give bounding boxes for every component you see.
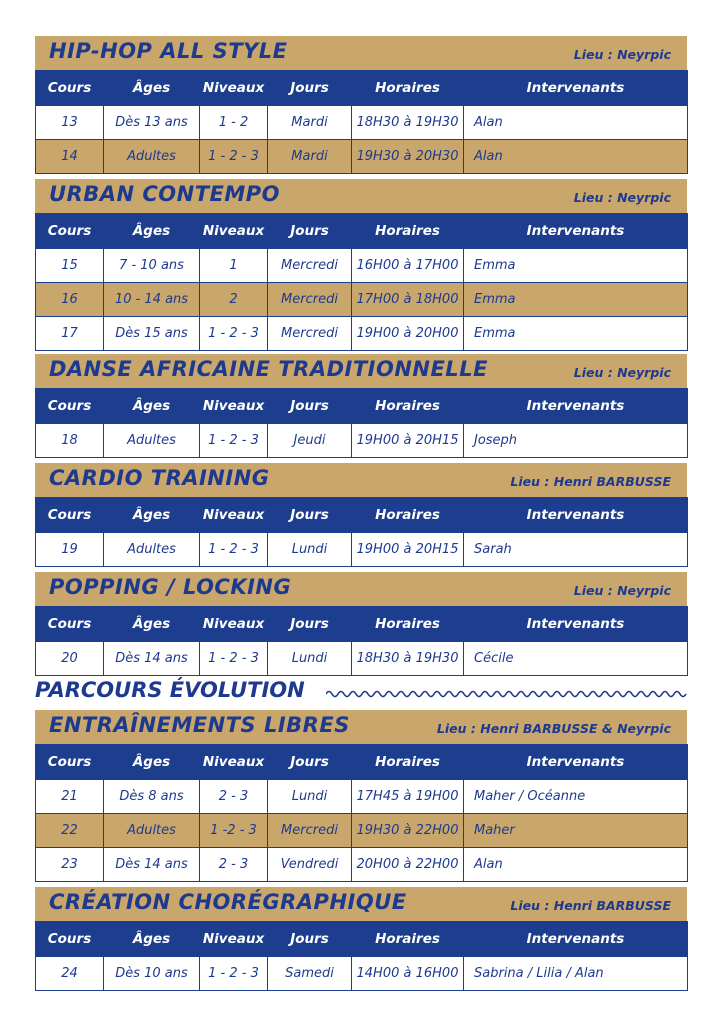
column-header: Horaires <box>352 214 464 249</box>
section-title: HIP-HOP ALL STYLE <box>49 39 288 63</box>
table-header-row <box>36 214 688 249</box>
cell-ages: Dès 13 ans <box>104 106 200 140</box>
cell-ages: Dès 14 ans <box>104 848 200 882</box>
cell-niveaux: 1 - 2 <box>200 106 268 140</box>
column-header: Âges <box>104 745 200 780</box>
column-header: Intervenants <box>464 214 688 249</box>
cell-jours: Lundi <box>268 642 352 676</box>
section-title: CARDIO TRAINING <box>49 466 270 490</box>
section-block <box>35 354 687 458</box>
table-row <box>36 424 688 458</box>
column-header: Âges <box>104 498 200 533</box>
schedule-table <box>35 921 688 991</box>
section-title-bar <box>35 179 687 213</box>
section-block <box>35 36 687 174</box>
schedule-table <box>35 70 688 174</box>
column-header: Intervenants <box>464 745 688 780</box>
section-title-bar <box>35 710 687 744</box>
column-header: Niveaux <box>200 607 268 642</box>
cell-intervenants: Maher / Océanne <box>464 780 688 814</box>
column-header: Jours <box>268 607 352 642</box>
cell-jours: Jeudi <box>268 424 352 458</box>
table-header-row <box>36 498 688 533</box>
cell-cours: 13 <box>36 106 104 140</box>
section-title: DANSE AFRICAINE TRADITIONNELLE <box>49 357 488 381</box>
cell-horaires: 19H30 à 20H30 <box>352 140 464 174</box>
column-header: Horaires <box>352 745 464 780</box>
column-header: Âges <box>104 71 200 106</box>
cell-cours: 14 <box>36 140 104 174</box>
cell-cours: 24 <box>36 957 104 991</box>
cell-horaires: 17H00 à 18H00 <box>352 283 464 317</box>
table-row <box>36 106 688 140</box>
section-location: Lieu : Neyrpic <box>573 47 671 62</box>
cell-ages: Adultes <box>104 140 200 174</box>
cell-cours: 16 <box>36 283 104 317</box>
schedule-table <box>35 213 688 351</box>
section-block <box>35 572 687 676</box>
cell-cours: 15 <box>36 249 104 283</box>
section-title-bar <box>35 354 687 388</box>
cell-ages: Dès 8 ans <box>104 780 200 814</box>
cell-niveaux: 1 <box>200 249 268 283</box>
section-location: Lieu : Neyrpic <box>573 583 671 598</box>
cell-jours: Mercredi <box>268 283 352 317</box>
cell-ages: Dès 14 ans <box>104 642 200 676</box>
cell-jours: Vendredi <box>268 848 352 882</box>
table-header-row <box>36 922 688 957</box>
section-title-bar <box>35 887 687 921</box>
cell-jours: Mardi <box>268 106 352 140</box>
section-title-bar <box>35 463 687 497</box>
cell-jours: Mercredi <box>268 814 352 848</box>
column-header: Niveaux <box>200 71 268 106</box>
table-row <box>36 848 688 882</box>
cell-intervenants: Alan <box>464 140 688 174</box>
section-block <box>35 887 687 991</box>
column-header: Jours <box>268 71 352 106</box>
column-header: Jours <box>268 498 352 533</box>
cell-intervenants: Alan <box>464 848 688 882</box>
column-header: Horaires <box>352 607 464 642</box>
column-header: Horaires <box>352 389 464 424</box>
table-row <box>36 140 688 174</box>
table-row <box>36 533 688 567</box>
cell-niveaux: 1 - 2 - 3 <box>200 317 268 351</box>
cell-ages: 7 - 10 ans <box>104 249 200 283</box>
table-header-row <box>36 71 688 106</box>
column-header: Niveaux <box>200 498 268 533</box>
cell-horaires: 17H45 à 19H00 <box>352 780 464 814</box>
cell-niveaux: 2 - 3 <box>200 848 268 882</box>
schedule-table <box>35 606 688 676</box>
cell-intervenants: Cécile <box>464 642 688 676</box>
column-header: Âges <box>104 922 200 957</box>
table-row <box>36 317 688 351</box>
cell-horaires: 19H00 à 20H15 <box>352 533 464 567</box>
cell-cours: 21 <box>36 780 104 814</box>
cell-cours: 17 <box>36 317 104 351</box>
cell-intervenants: Sabrina / Lilia / Alan <box>464 957 688 991</box>
column-header: Âges <box>104 214 200 249</box>
cell-niveaux: 1 -2 - 3 <box>200 814 268 848</box>
section-location: Lieu : Neyrpic <box>573 365 671 380</box>
column-header: Cours <box>36 214 104 249</box>
cell-niveaux: 1 - 2 - 3 <box>200 957 268 991</box>
column-header: Jours <box>268 745 352 780</box>
column-header: Niveaux <box>200 214 268 249</box>
column-header: Jours <box>268 922 352 957</box>
column-header: Cours <box>36 922 104 957</box>
cell-intervenants: Joseph <box>464 424 688 458</box>
cell-jours: Samedi <box>268 957 352 991</box>
cell-jours: Mardi <box>268 140 352 174</box>
section-title: CRÉATION CHORÉGRAPHIQUE <box>49 890 407 914</box>
column-header: Horaires <box>352 498 464 533</box>
table-row <box>36 642 688 676</box>
cell-intervenants: Emma <box>464 317 688 351</box>
schedule-table <box>35 388 688 458</box>
cell-ages: Adultes <box>104 533 200 567</box>
section-title: POPPING / LOCKING <box>49 575 292 599</box>
section-block <box>35 710 687 882</box>
cell-horaires: 18H30 à 19H30 <box>352 106 464 140</box>
column-header: Jours <box>268 214 352 249</box>
section-location: Lieu : Henri BARBUSSE & Neyrpic <box>436 721 671 736</box>
schedule-table <box>35 744 688 882</box>
column-header: Cours <box>36 607 104 642</box>
cell-cours: 19 <box>36 533 104 567</box>
cell-cours: 23 <box>36 848 104 882</box>
cell-horaires: 14H00 à 16H00 <box>352 957 464 991</box>
table-row <box>36 283 688 317</box>
column-header: Intervenants <box>464 71 688 106</box>
table-row <box>36 780 688 814</box>
section-title-bar <box>35 572 687 606</box>
cell-jours: Lundi <box>268 780 352 814</box>
column-header: Âges <box>104 389 200 424</box>
column-header: Intervenants <box>464 922 688 957</box>
section-block <box>35 179 687 351</box>
cell-horaires: 19H00 à 20H00 <box>352 317 464 351</box>
cell-cours: 20 <box>36 642 104 676</box>
column-header: Intervenants <box>464 498 688 533</box>
column-header: Horaires <box>352 71 464 106</box>
cell-horaires: 19H00 à 20H15 <box>352 424 464 458</box>
cell-niveaux: 2 - 3 <box>200 780 268 814</box>
cell-horaires: 19H30 à 22H00 <box>352 814 464 848</box>
cell-ages: Adultes <box>104 814 200 848</box>
cell-intervenants: Emma <box>464 249 688 283</box>
table-row <box>36 957 688 991</box>
cell-intervenants: Emma <box>464 283 688 317</box>
cell-horaires: 18H30 à 19H30 <box>352 642 464 676</box>
cell-intervenants: Alan <box>464 106 688 140</box>
cell-niveaux: 2 <box>200 283 268 317</box>
cell-niveaux: 1 - 2 - 3 <box>200 424 268 458</box>
table-header-row <box>36 389 688 424</box>
section-title: URBAN CONTEMPO <box>49 182 281 206</box>
column-header: Cours <box>36 745 104 780</box>
column-header: Intervenants <box>464 607 688 642</box>
cell-cours: 22 <box>36 814 104 848</box>
column-header: Cours <box>36 71 104 106</box>
column-header: Niveaux <box>200 745 268 780</box>
section-title: ENTRAÎNEMENTS LIBRES <box>49 713 350 737</box>
schedule-table <box>35 497 688 567</box>
table-row <box>36 814 688 848</box>
column-header: Intervenants <box>464 389 688 424</box>
cell-ages: Dès 15 ans <box>104 317 200 351</box>
column-header: Cours <box>36 389 104 424</box>
column-header: Âges <box>104 607 200 642</box>
table-row <box>36 249 688 283</box>
wave-divider <box>326 688 688 700</box>
section-title-bar <box>35 36 687 70</box>
cell-horaires: 20H00 à 22H00 <box>352 848 464 882</box>
cell-niveaux: 1 - 2 - 3 <box>200 140 268 174</box>
cell-jours: Lundi <box>268 533 352 567</box>
column-header: Horaires <box>352 922 464 957</box>
cell-ages: Adultes <box>104 424 200 458</box>
cell-horaires: 16H00 à 17H00 <box>352 249 464 283</box>
cell-intervenants: Sarah <box>464 533 688 567</box>
table-header-row <box>36 745 688 780</box>
cell-niveaux: 1 - 2 - 3 <box>200 533 268 567</box>
section-location: Lieu : Neyrpic <box>573 190 671 205</box>
section-location: Lieu : Henri BARBUSSE <box>510 898 671 913</box>
column-header: Niveaux <box>200 922 268 957</box>
cell-jours: Mercredi <box>268 317 352 351</box>
column-header: Cours <box>36 498 104 533</box>
section-location: Lieu : Henri BARBUSSE <box>510 474 671 489</box>
cell-niveaux: 1 - 2 - 3 <box>200 642 268 676</box>
table-header-row <box>36 607 688 642</box>
parcours-evolution-title: PARCOURS ÉVOLUTION <box>35 678 305 702</box>
column-header: Niveaux <box>200 389 268 424</box>
cell-ages: Dès 10 ans <box>104 957 200 991</box>
section-block <box>35 463 687 567</box>
cell-ages: 10 - 14 ans <box>104 283 200 317</box>
column-header: Jours <box>268 389 352 424</box>
cell-jours: Mercredi <box>268 249 352 283</box>
cell-intervenants: Maher <box>464 814 688 848</box>
cell-cours: 18 <box>36 424 104 458</box>
